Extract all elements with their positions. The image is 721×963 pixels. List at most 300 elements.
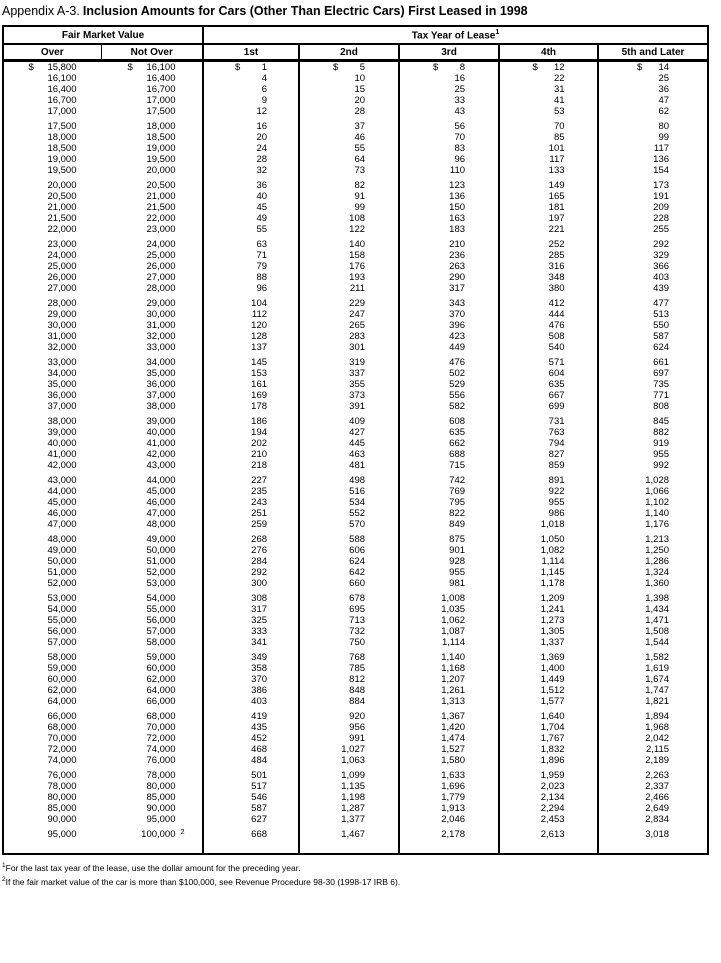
amount-value: 476 xyxy=(548,320,565,331)
cell-2nd xyxy=(299,298,399,309)
amount-value: 169 xyxy=(251,390,268,401)
amount xyxy=(533,829,565,840)
amount-value: 44,000 xyxy=(146,475,176,486)
cell-not-over xyxy=(101,567,203,578)
amount xyxy=(128,803,176,814)
amount xyxy=(433,283,465,294)
table-row xyxy=(3,711,708,722)
amount-value: 64,000 xyxy=(47,696,77,707)
amount xyxy=(128,283,176,294)
amount-value: 20 xyxy=(256,132,268,143)
amount xyxy=(235,416,267,427)
table-row xyxy=(3,545,708,556)
cell-over xyxy=(3,298,101,309)
table-row xyxy=(3,213,708,224)
cell-1st xyxy=(203,73,299,84)
cell-over xyxy=(3,652,101,663)
amount xyxy=(637,519,669,530)
amount xyxy=(29,781,77,792)
amount xyxy=(533,486,565,497)
amount xyxy=(235,460,267,471)
amount-value: 2,134 xyxy=(540,792,565,803)
cell-5th-and-later xyxy=(598,224,708,235)
cell-5th-and-later xyxy=(598,663,708,674)
cell-5th-and-later xyxy=(598,401,708,412)
cell-4th xyxy=(499,486,598,497)
amount xyxy=(433,132,465,143)
cell-3rd xyxy=(399,578,499,589)
cell-over xyxy=(3,320,101,331)
amount-value: 12 xyxy=(553,62,565,73)
amount-value: 44,000 xyxy=(47,486,77,497)
amount xyxy=(128,556,176,567)
amount-value: 1 xyxy=(261,62,268,73)
cell-2nd xyxy=(299,663,399,674)
amount xyxy=(637,674,669,685)
cell-not-over xyxy=(101,143,203,154)
dollar-sign: $ xyxy=(333,62,339,73)
cell-5th-and-later xyxy=(598,744,708,755)
amount xyxy=(637,508,669,519)
amount-value: 36,000 xyxy=(146,379,176,390)
amount xyxy=(637,449,669,460)
amount-value: 56 xyxy=(454,121,466,132)
cell-4th xyxy=(499,106,598,117)
table-row xyxy=(3,239,708,250)
amount xyxy=(637,626,669,637)
cell-4th xyxy=(499,416,598,427)
amount xyxy=(433,298,465,309)
amount xyxy=(433,545,465,556)
table-row xyxy=(3,722,708,733)
amount xyxy=(533,401,565,412)
cell-over xyxy=(3,202,101,213)
amount xyxy=(29,556,77,567)
amount xyxy=(333,674,365,685)
amount xyxy=(128,497,176,508)
cell-4th xyxy=(499,652,598,663)
amount-value: 150 xyxy=(449,202,466,213)
amount-value: 1,114 xyxy=(541,556,565,567)
table-row xyxy=(3,792,708,803)
amount-value: 763 xyxy=(548,427,565,438)
amount-value: 444 xyxy=(548,309,565,320)
cell-5th-and-later xyxy=(598,283,708,294)
cell-4th xyxy=(499,132,598,143)
amount-value: 25 xyxy=(658,73,670,84)
amount xyxy=(637,438,669,449)
amount xyxy=(433,626,465,637)
amount xyxy=(128,674,176,685)
amount-value: 51,000 xyxy=(146,556,176,567)
cell-4th xyxy=(499,379,598,390)
amount-value: 343 xyxy=(449,298,466,309)
amount xyxy=(433,567,465,578)
amount xyxy=(637,567,669,578)
amount-value: 427 xyxy=(349,427,366,438)
amount-value: 18,500 xyxy=(146,132,176,143)
amount xyxy=(29,460,77,471)
amount-value: 715 xyxy=(449,460,466,471)
amount xyxy=(433,309,465,320)
amount-value: 2,337 xyxy=(645,781,670,792)
amount xyxy=(333,342,365,353)
cell-not-over xyxy=(101,733,203,744)
amount xyxy=(29,320,77,331)
amount xyxy=(128,261,176,272)
amount-value: 252 xyxy=(548,239,565,250)
amount-value: 920 xyxy=(349,711,366,722)
amount xyxy=(235,508,267,519)
amount xyxy=(637,239,669,250)
cell-3rd xyxy=(399,213,499,224)
amount xyxy=(433,272,465,283)
table-row xyxy=(3,685,708,696)
amount-value: 128 xyxy=(251,331,268,342)
amount xyxy=(235,770,267,781)
amount xyxy=(433,685,465,696)
cell-1st xyxy=(203,416,299,427)
cell-5th-and-later xyxy=(598,261,708,272)
cell-1st xyxy=(203,604,299,615)
amount-value: 1,168 xyxy=(441,663,466,674)
amount xyxy=(128,121,176,132)
amount-value: 1,398 xyxy=(645,593,670,604)
cell-over xyxy=(3,685,101,696)
table-row xyxy=(3,368,708,379)
amount-value: 71 xyxy=(256,250,268,261)
amount-value: 301 xyxy=(349,342,366,353)
amount-value: 178 xyxy=(251,401,268,412)
amount-value: 1,633 xyxy=(441,770,466,781)
cell-5th-and-later xyxy=(598,460,708,471)
amount xyxy=(333,508,365,519)
amount xyxy=(433,202,465,213)
amount-value: 10 xyxy=(354,73,366,84)
amount-value: 501 xyxy=(251,770,268,781)
amount-value: 120 xyxy=(251,320,268,331)
amount-value: 1,377 xyxy=(341,814,366,825)
amount xyxy=(533,460,565,471)
column-header-2nd: 2nd xyxy=(299,44,399,61)
amount xyxy=(433,390,465,401)
cell-not-over xyxy=(101,283,203,294)
amount xyxy=(533,781,565,792)
amount-value: 16 xyxy=(256,121,268,132)
amount xyxy=(637,593,669,604)
amount xyxy=(29,674,77,685)
amount xyxy=(333,626,365,637)
cell-3rd xyxy=(399,298,499,309)
cell-2nd xyxy=(299,106,399,117)
amount-value: 58,000 xyxy=(146,637,176,648)
cell-not-over xyxy=(101,121,203,132)
cell-over xyxy=(3,615,101,626)
amount-value: 588 xyxy=(349,534,366,545)
amount-value: 68,000 xyxy=(47,722,77,733)
amount xyxy=(333,213,365,224)
amount xyxy=(637,379,669,390)
amount xyxy=(433,770,465,781)
amount xyxy=(29,191,77,202)
cell-2nd xyxy=(299,342,399,353)
cell-not-over xyxy=(101,744,203,755)
cell-5th-and-later xyxy=(598,180,708,191)
amount-value: 255 xyxy=(653,224,670,235)
amount xyxy=(128,309,176,320)
cell-4th xyxy=(499,202,598,213)
amount-value: 439 xyxy=(653,283,670,294)
amount-value: 317 xyxy=(449,283,466,294)
amount xyxy=(128,62,176,73)
amount-value: 30,000 xyxy=(47,320,77,331)
table-row xyxy=(3,475,708,486)
amount-value: 112 xyxy=(251,309,268,320)
amount xyxy=(235,652,267,663)
cell-5th-and-later xyxy=(598,143,708,154)
amount xyxy=(235,475,267,486)
amount-value: 319 xyxy=(349,357,366,368)
cell-not-over xyxy=(101,165,203,176)
amount xyxy=(433,593,465,604)
amount-value: 140 xyxy=(349,239,366,250)
amount xyxy=(29,497,77,508)
amount-value: 76,000 xyxy=(146,755,176,766)
cell-5th-and-later xyxy=(598,519,708,530)
amount-value: 1,400 xyxy=(540,663,565,674)
cell-1st xyxy=(203,637,299,648)
cell-2nd xyxy=(299,191,399,202)
cell-over xyxy=(3,534,101,545)
cell-over xyxy=(3,401,101,412)
amount xyxy=(637,814,669,825)
amount xyxy=(29,95,77,106)
amount xyxy=(235,368,267,379)
amount xyxy=(235,165,267,176)
amount xyxy=(433,803,465,814)
cell-4th xyxy=(499,427,598,438)
cell-not-over xyxy=(101,534,203,545)
cell-4th xyxy=(499,792,598,803)
amount-value: 104 xyxy=(251,298,268,309)
amount xyxy=(29,770,77,781)
amount-value: 1,832 xyxy=(540,744,565,755)
table-row xyxy=(3,567,708,578)
amount xyxy=(128,508,176,519)
amount xyxy=(128,357,176,368)
amount xyxy=(128,637,176,648)
cell-4th xyxy=(499,283,598,294)
cell-1st xyxy=(203,519,299,530)
cell-1st xyxy=(203,191,299,202)
amount xyxy=(333,814,365,825)
amount-value: 1,367 xyxy=(441,711,466,722)
amount xyxy=(433,604,465,615)
cell-1st xyxy=(203,180,299,191)
cell-not-over xyxy=(101,755,203,766)
table-body xyxy=(3,61,708,855)
table-row xyxy=(3,829,708,840)
cell-over xyxy=(3,106,101,117)
amount-value: 688 xyxy=(449,449,466,460)
amount-value: 981 xyxy=(449,578,466,589)
cell-2nd xyxy=(299,368,399,379)
cell-3rd xyxy=(399,357,499,368)
amount-value: 546 xyxy=(251,792,268,803)
cell-5th-and-later xyxy=(598,803,708,814)
amount-value: 1,178 xyxy=(540,578,565,589)
cell-1st xyxy=(203,685,299,696)
cell-3rd xyxy=(399,272,499,283)
amount xyxy=(333,309,365,320)
amount-value: 1,050 xyxy=(540,534,565,545)
amount-value: 74,000 xyxy=(146,744,176,755)
amount-value: 100,000 xyxy=(141,829,176,840)
cell-2nd xyxy=(299,154,399,165)
amount xyxy=(235,685,267,696)
cell-2nd xyxy=(299,829,399,840)
amount xyxy=(29,733,77,744)
amount-value: 2,834 xyxy=(645,814,670,825)
amount-value: 859 xyxy=(548,460,565,471)
cell-4th xyxy=(499,578,598,589)
cell-5th-and-later xyxy=(598,73,708,84)
amount-value: 15 xyxy=(354,84,366,95)
cell-1st xyxy=(203,755,299,766)
amount-value: 662 xyxy=(449,438,466,449)
amount xyxy=(333,298,365,309)
amount-value: 22 xyxy=(553,73,565,84)
cell-over xyxy=(3,475,101,486)
amount xyxy=(235,626,267,637)
table-row xyxy=(3,637,708,648)
cell-not-over xyxy=(101,696,203,707)
cell-1st xyxy=(203,711,299,722)
amount-value: 1,287 xyxy=(341,803,366,814)
amount xyxy=(235,272,267,283)
amount-value: 45,000 xyxy=(47,497,77,508)
amount-value: 1,241 xyxy=(540,604,565,615)
amount xyxy=(128,250,176,261)
table-row xyxy=(3,744,708,755)
table-row xyxy=(3,733,708,744)
cell-over xyxy=(3,368,101,379)
amount-value: 699 xyxy=(548,401,565,412)
amount-value: 70,000 xyxy=(146,722,176,733)
amount-value: 1,449 xyxy=(540,674,565,685)
cell-2nd xyxy=(299,770,399,781)
cell-over xyxy=(3,792,101,803)
amount-value: 32,000 xyxy=(146,331,176,342)
amount xyxy=(128,534,176,545)
cell-over xyxy=(3,663,101,674)
amount-value: 17,000 xyxy=(47,106,77,117)
amount xyxy=(333,733,365,744)
amount-value: 606 xyxy=(349,545,366,556)
amount-value: 1,313 xyxy=(441,696,466,707)
amount xyxy=(29,696,77,707)
amount-value: 18,000 xyxy=(47,132,77,143)
amount-value: 117 xyxy=(653,143,670,154)
amount-value: 1,369 xyxy=(540,652,565,663)
amount-value: 243 xyxy=(251,497,268,508)
cell-1st xyxy=(203,239,299,250)
cell-1st xyxy=(203,829,299,840)
amount-value: 17,000 xyxy=(146,95,176,106)
cell-1st xyxy=(203,331,299,342)
amount-value: 28 xyxy=(256,154,268,165)
cell-3rd xyxy=(399,829,499,840)
amount-value: 72,000 xyxy=(146,733,176,744)
amount-value: 16,700 xyxy=(146,84,176,95)
amount xyxy=(235,261,267,272)
table-row xyxy=(3,755,708,766)
cell-3rd xyxy=(399,261,499,272)
amount-value: 2,178 xyxy=(441,829,466,840)
amount xyxy=(433,224,465,235)
amount-value: 133 xyxy=(548,165,565,176)
amount xyxy=(433,534,465,545)
amount xyxy=(333,604,365,615)
amount-value: 517 xyxy=(251,781,268,792)
amount-value: 82 xyxy=(354,180,366,191)
cell-not-over xyxy=(101,545,203,556)
amount-value: 52,000 xyxy=(47,578,77,589)
amount xyxy=(533,272,565,283)
amount-value: 60,000 xyxy=(47,674,77,685)
amount-value: 16 xyxy=(454,73,466,84)
amount-value: 1,580 xyxy=(441,755,466,766)
amount-value: 1,696 xyxy=(441,781,466,792)
cell-4th xyxy=(499,519,598,530)
amount-value: 635 xyxy=(449,427,466,438)
amount-value: 83 xyxy=(454,143,466,154)
cell-over xyxy=(3,250,101,261)
cell-3rd xyxy=(399,331,499,342)
table-row xyxy=(3,180,708,191)
cell-3rd xyxy=(399,803,499,814)
amount xyxy=(533,770,565,781)
cell-2nd xyxy=(299,390,399,401)
table-row xyxy=(3,663,708,674)
amount-value: 370 xyxy=(449,309,466,320)
amount xyxy=(333,379,365,390)
amount-value: 19,000 xyxy=(47,154,77,165)
amount xyxy=(637,427,669,438)
tax-year-of-lease-label: Tax Year of Lease xyxy=(411,30,496,42)
amount xyxy=(333,180,365,191)
cell-over xyxy=(3,722,101,733)
amount-value: 875 xyxy=(449,534,466,545)
cell-4th xyxy=(499,696,598,707)
amount-value: 742 xyxy=(449,475,466,486)
amount-value: 193 xyxy=(349,272,366,283)
amount xyxy=(235,239,267,250)
cell-1st xyxy=(203,781,299,792)
cell-4th xyxy=(499,781,598,792)
cell-not-over xyxy=(101,331,203,342)
amount xyxy=(333,106,365,117)
amount-value: 1,337 xyxy=(540,637,565,648)
table-row xyxy=(3,250,708,261)
cell-5th-and-later xyxy=(598,545,708,556)
amount-value: 96 xyxy=(256,283,268,294)
table-row xyxy=(3,143,708,154)
amount-value: 176 xyxy=(349,261,366,272)
amount xyxy=(637,460,669,471)
amount xyxy=(433,261,465,272)
amount xyxy=(433,250,465,261)
